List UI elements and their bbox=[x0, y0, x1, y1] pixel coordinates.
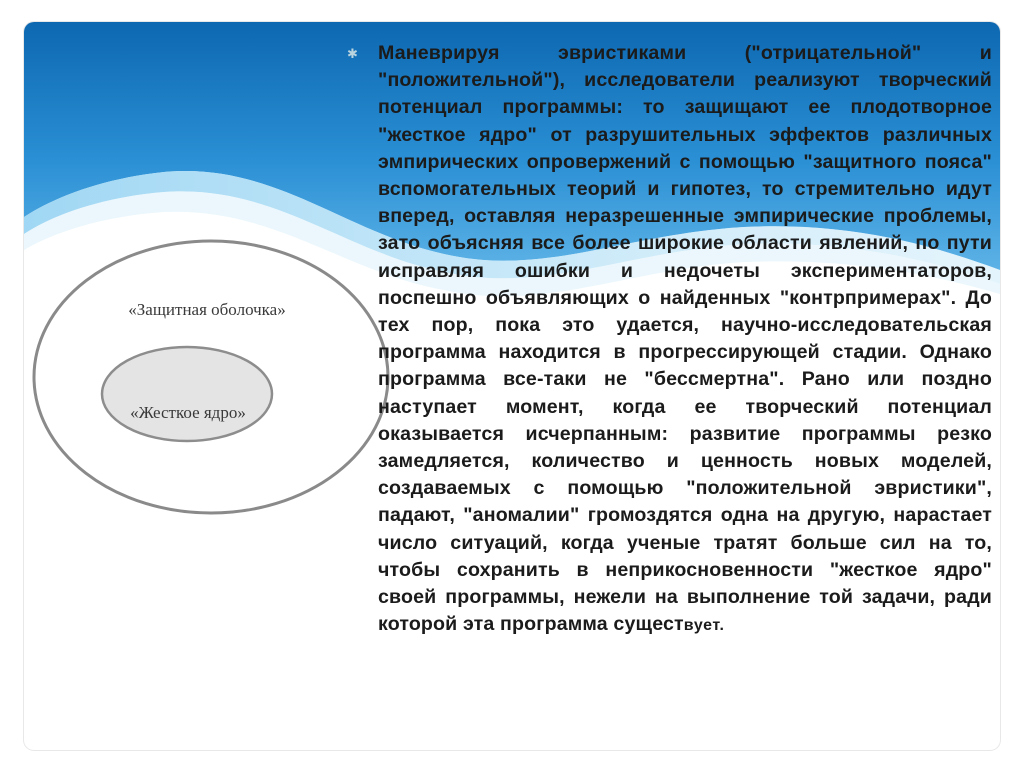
hard-core-ellipse bbox=[102, 347, 272, 441]
protective-belt-label: «Защитная оболочка» bbox=[128, 300, 286, 319]
hard-core-label: «Жесткое ядро» bbox=[130, 403, 246, 422]
slide bbox=[24, 22, 1000, 750]
paragraph-text: Маневрируя эвристиками ("отрицательной" и "положительной"), исследователи реализуют творческий потенциал программы: то защищают ее плодотворное "жесткое ядро" от разрушительных эффектов различных эмпирических опровержений с помощью "защитного пояса" вспомогательных теорий и гипотез, то стремительно идут вперед, оставляя неразрешенные эмпирические проблемы, зато объясняя все более широкие области явлений, по пути исправляя ошибки и недочеты экспериментаторов, поспешно объявляющих о найденных "контрпримерах". До тех пор, пока это удается, научно-исследовательская программа находится в прогрессирующей стадии. Однако программа все-таки не "бессмертна". Рано или поздно наступает момент, когда ее творческий потенциал оказывается исчерпанным: развитие программы резко замедляется, количество и ценность новых моделей, создаваемых с помощью "положительной эвристики", падают, "аномалии" громоздятся одна на другую, нарастает число ситуаций, когда ученые тратят больше сил на то, чтобы сохранить в неприкосновенности "жесткое ядро" своей программы, нежели на выполнение той задачи, ради которой эта программа сущест bbox=[378, 42, 992, 636]
main-paragraph bbox=[347, 40, 992, 639]
bullet-icon: ✱ bbox=[347, 46, 359, 61]
paragraph-tail: вует. bbox=[683, 617, 725, 635]
